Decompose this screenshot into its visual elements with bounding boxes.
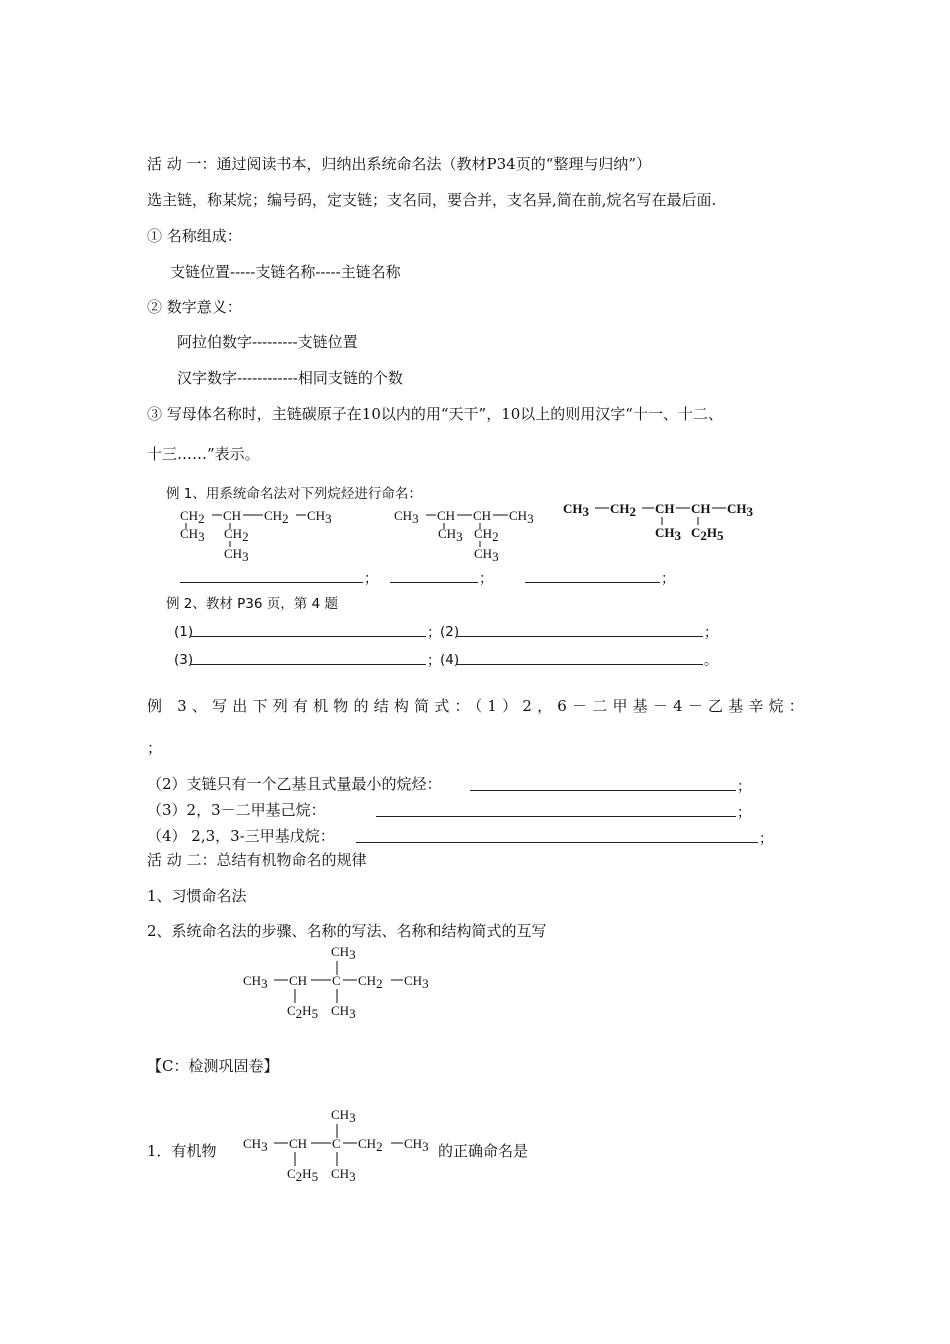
svg-text:CH: CH	[655, 501, 675, 516]
svg-text:CH: CH	[473, 508, 492, 523]
svg-text:CH3: CH3	[394, 508, 419, 526]
svg-text:CH3: CH3	[224, 546, 249, 564]
svg-text:CH3: CH3	[404, 1136, 429, 1154]
activity2-title: 活 动 二：总结有机物命名的规律	[147, 851, 367, 869]
period: 。	[704, 653, 718, 669]
svg-text:CH2: CH2	[474, 526, 499, 544]
svg-text:CH3: CH3	[331, 1166, 356, 1184]
svg-text:CH: CH	[691, 501, 711, 516]
svg-text:CH2: CH2	[610, 501, 636, 519]
label-4: (4)	[440, 652, 460, 668]
item1-body: 支链位置-----支链名称-----主链名称	[170, 263, 401, 281]
svg-text:CH2: CH2	[224, 526, 249, 544]
item2-line1: 阿拉伯数字---------支链位置	[177, 333, 358, 351]
answer-blank-3-3[interactable]	[376, 816, 736, 817]
structure-d	[243, 942, 443, 1022]
svg-text:CH3: CH3	[655, 525, 681, 543]
answer-blank-2-4[interactable]	[456, 664, 703, 665]
semicolon: ；	[704, 625, 718, 641]
svg-text:CH3: CH3	[509, 508, 534, 526]
svg-text:CH: CH	[289, 973, 308, 988]
item2-title: ② 数字意义：	[147, 298, 242, 316]
activity1-title: 活 动 一：通过阅读书本，归纳出系统命名法（教材P34页的“整理与归纳”）	[147, 155, 652, 173]
answer-blank-2-3[interactable]	[190, 664, 426, 665]
svg-text:CH2: CH2	[264, 508, 289, 526]
svg-text:CH2: CH2	[180, 508, 205, 526]
question1-prefix: 1．有机物	[147, 1142, 217, 1160]
semicolon: ；	[479, 571, 493, 587]
svg-text:CH3: CH3	[331, 1107, 356, 1125]
label-2: (2)	[440, 624, 460, 640]
structure-b	[394, 505, 544, 565]
svg-text:C2H5: C2H5	[287, 1166, 319, 1184]
svg-text:CH: CH	[437, 508, 456, 523]
svg-text:CH3: CH3	[243, 1136, 268, 1154]
activity2-item1: 1、习惯命名法	[147, 887, 247, 905]
svg-text:CH3: CH3	[331, 1003, 356, 1021]
svg-text:C: C	[332, 973, 341, 988]
svg-text:CH3: CH3	[474, 546, 499, 564]
svg-text:CH3: CH3	[404, 973, 429, 991]
question1-suffix: 的正确命名是	[438, 1142, 529, 1160]
structure-c	[563, 497, 763, 547]
svg-text:CH3: CH3	[727, 501, 753, 519]
example3-q3: （3）2，3－二甲基己烷：	[147, 801, 326, 819]
label-1: (1)	[174, 624, 194, 640]
example2-title: 例 2、教材 P36 页，第 4 题	[166, 596, 338, 612]
svg-text:CH3: CH3	[243, 973, 268, 991]
svg-text:CH3: CH3	[563, 501, 589, 519]
item2-line2: 汉字数字------------相同支链的个数	[177, 369, 403, 387]
semicolon: ；	[759, 831, 773, 847]
svg-text:CH3: CH3	[438, 526, 463, 544]
svg-text:CH2: CH2	[358, 973, 383, 991]
answer-blank-2-1[interactable]	[190, 636, 426, 637]
item1-title: ① 名称组成：	[147, 227, 242, 245]
answer-blank-1c[interactable]	[525, 582, 660, 583]
semicolon: ；	[737, 805, 751, 821]
svg-text:CH2: CH2	[358, 1136, 383, 1154]
semicolon: ；	[427, 625, 441, 641]
svg-text:CH3: CH3	[307, 508, 332, 526]
answer-blank-1a[interactable]	[180, 582, 363, 583]
example1-title: 例 1、用系统命名法对下列烷烃进行命名：	[166, 486, 422, 502]
example3-q4: （4） 2,3，3-三甲基戊烷：	[147, 827, 335, 845]
svg-text:C: C	[332, 1136, 341, 1151]
example3-title: 例 3、写出下列有机物的结构简式：（1）2，6－二甲基－4－乙基辛烷：	[147, 697, 809, 715]
structure-a	[180, 505, 350, 565]
semicolon: ；	[661, 571, 675, 587]
section-c-title: 【C：检测巩固卷】	[147, 1057, 279, 1075]
example3-semicolon: ；	[147, 739, 163, 757]
svg-text:CH: CH	[223, 508, 242, 523]
activity2-item2: 2、系统命名法的步骤、名称的写法、名称和结构简式的互写	[147, 922, 547, 940]
answer-blank-2-2[interactable]	[456, 636, 703, 637]
structure-e	[243, 1105, 443, 1185]
label-3: (3)	[174, 652, 194, 668]
svg-text:CH: CH	[289, 1136, 308, 1151]
answer-blank-3-4[interactable]	[356, 842, 758, 843]
answer-blank-3-2[interactable]	[470, 790, 736, 791]
naming-rule: 选主链，称某烷；编号码，定支链；支名同，要合并，支名异,简在前,烷名写在最后面.	[147, 191, 717, 209]
example3-q2: （2）支链只有一个乙基且式量最小的烷烃：	[147, 775, 442, 793]
svg-text:C2H5: C2H5	[287, 1003, 319, 1021]
answer-blank-1b[interactable]	[390, 582, 478, 583]
semicolon: ；	[737, 779, 751, 795]
semicolon: ；	[427, 653, 441, 669]
semicolon: ；	[364, 571, 378, 587]
svg-text:CH3: CH3	[180, 526, 205, 544]
item3-line1: ③ 写母体名称时，主链碳原子在10以内的用“天干”，10以上的则用汉字“十一、十二、	[147, 405, 723, 423]
svg-text:C2H5: C2H5	[691, 525, 724, 543]
svg-text:CH3: CH3	[331, 944, 356, 962]
item3-line2: 十三……”表示。	[147, 445, 260, 463]
